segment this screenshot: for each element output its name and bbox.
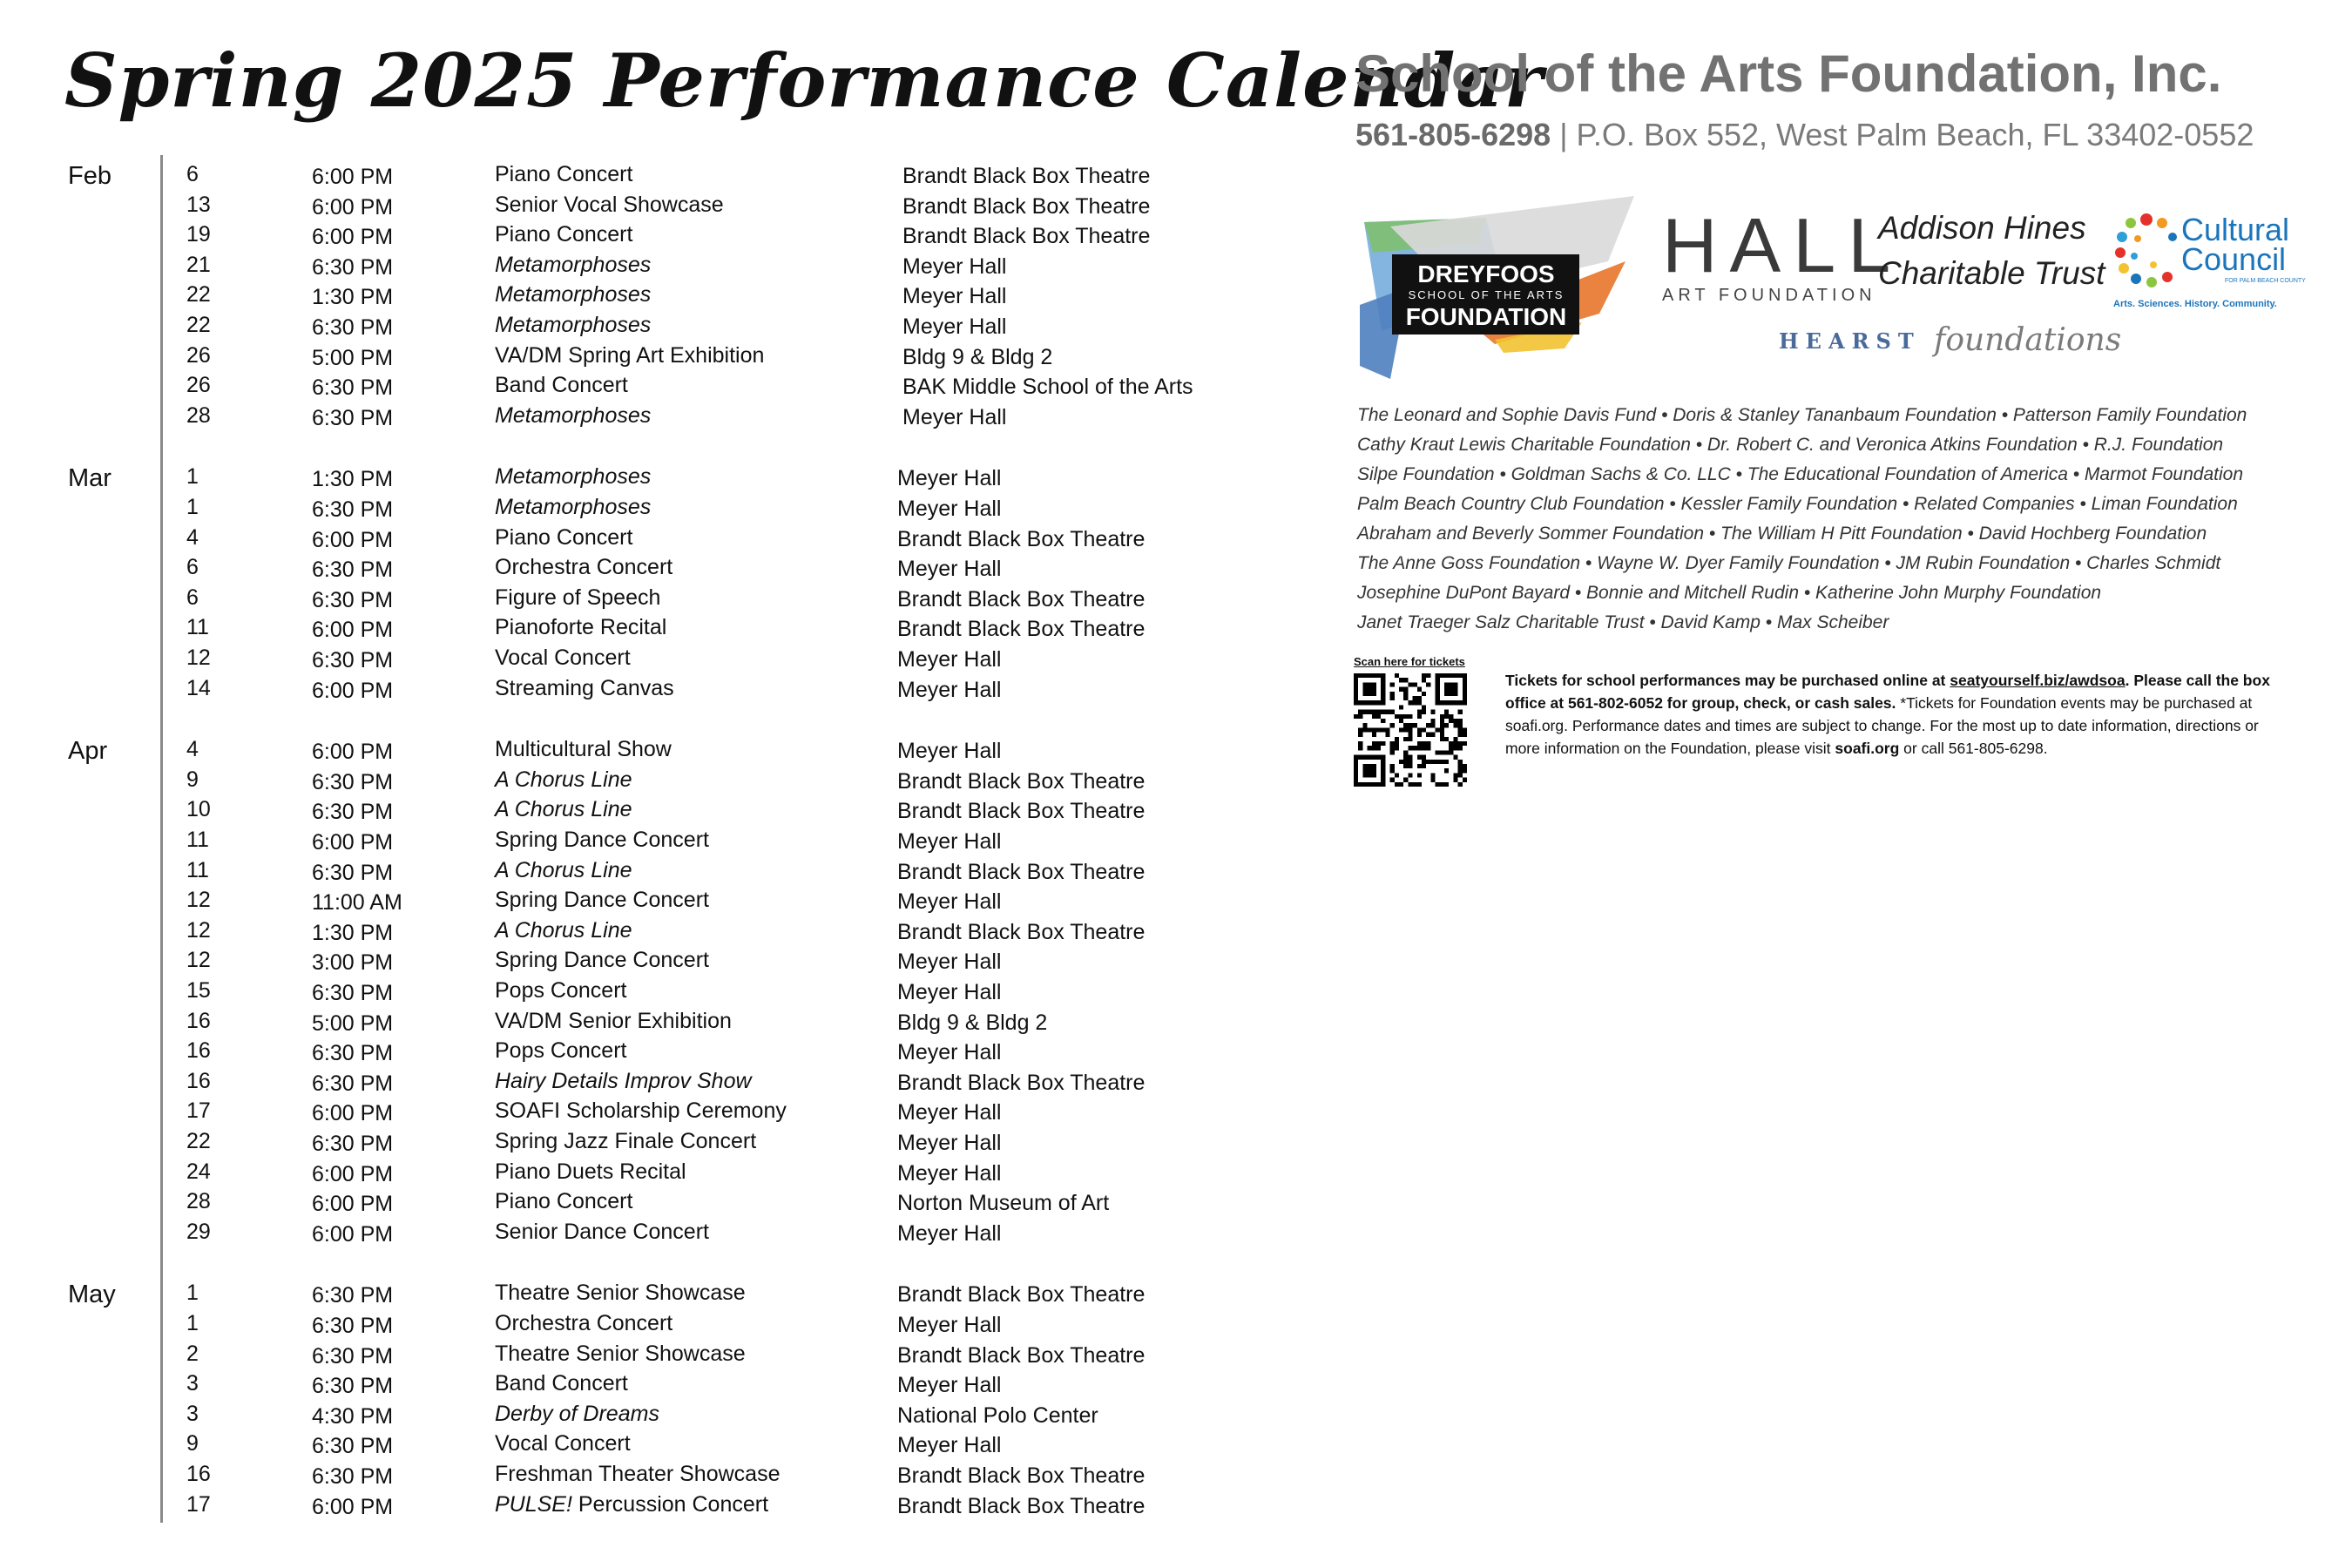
event-title: Metamorphoses [495,313,652,337]
event-time: 5:00 PM [312,1010,394,1036]
event-title: A Chorus Line [495,917,632,943]
event-title: Multicultural Show [495,737,672,762]
event-venue: Brandt Black Box Theatre [897,1493,1146,1518]
event-title: Metamorphoses [495,252,652,277]
event-title [495,1490,768,1518]
event-time: 6:30 PM [312,558,394,583]
sponsor-line: Silpe Foundation • Goldman Sachs & Co. LLC • The Educational Foundation of America • Marmot Foundation [1357,464,2243,484]
event-time: 6:00 PM [312,225,394,250]
event-title: Figure of Speech [495,585,661,610]
event-day: 12 [186,948,211,973]
event-day: 4 [186,524,199,550]
cc-line2: Council [2181,241,2287,277]
event-title: Vocal Concert [495,1431,631,1456]
sponsor-line: Cathy Kraut Lewis Charitable Foundation • Dr. Robert C. and Veronica Atkins Foundation • R.J. Foundation [1357,435,2224,455]
event-day: 22 [186,282,211,308]
event-venue: Meyer Hall [902,284,1007,309]
event-time: 6:30 PM [312,254,394,280]
event-title-rest: Percussion Concert [571,1491,769,1517]
event-title: Freshman Theater Showcase [495,1462,781,1486]
event-venue: National Polo Center [897,1402,1098,1428]
event-title: Vocal Concert [495,645,631,670]
event-title: Orchestra Concert [495,1311,673,1335]
event-title: Pops Concert [495,978,627,1003]
event-day: 28 [186,1189,211,1214]
event-venue: Bldg 9 & Bldg 2 [897,1010,1048,1035]
event-venue: Brandt Black Box Theatre [897,1463,1146,1488]
sponsor-list [1357,401,2324,638]
event-day: 21 [186,252,211,277]
event-title: Spring Jazz Finale Concert [495,1129,757,1153]
event-title: Piano Concert [495,1189,633,1214]
event-time: 1:30 PM [312,920,394,945]
event-time: 6:30 PM [312,1464,394,1489]
event-venue: Meyer Hall [897,557,1002,582]
event-day: 16 [186,1038,211,1064]
event-venue: Meyer Hall [897,647,1002,672]
event-day: 22 [186,313,211,337]
event-day: 2 [186,1341,199,1366]
event-day: 19 [186,222,211,247]
cultural-council-ring-icon [2115,213,2177,287]
event-day: 11 [186,615,209,640]
event-day: 9 [186,767,199,792]
event-venue: Bldg 9 & Bldg 2 [902,344,1053,369]
event-title: Metamorphoses [495,282,652,308]
event-day: 3 [186,1371,199,1396]
event-venue: Brandt Black Box Theatre [897,586,1146,612]
event-day: 1 [186,1281,199,1306]
sponsor-logos [1355,192,2322,383]
event-day: 10 [186,797,211,822]
event-title: Piano Concert [495,524,633,550]
cultural-council-logo [2112,200,2329,322]
event-venue: Meyer Hall [897,1433,1002,1458]
event-venue: Meyer Hall [897,1131,1002,1155]
event-title: Pops Concert [495,1038,627,1064]
ticket-info-p4[interactable]: soafi.org [1835,740,1900,757]
event-venue: Meyer Hall [897,1040,1002,1065]
ticket-info-p1: Tickets for school performances may be purchased online at [1505,672,1950,689]
hall-logo-text: HALL [1662,202,1903,288]
event-venue: Meyer Hall [897,889,1002,915]
event-venue: Meyer Hall [897,497,1002,521]
event-time: 6:30 PM [312,497,394,522]
event-venue: BAK Middle School of the Arts [902,375,1193,400]
event-time: 6:00 PM [312,165,394,189]
event-time: 6:00 PM [312,740,394,765]
event-title: Pianoforte Recital [495,615,667,640]
event-time: 6:30 PM [312,1071,394,1096]
month-label: Feb [68,162,112,190]
event-day: 1 [186,495,199,519]
event-day: 22 [186,1129,211,1153]
dreyfoos-line3: FOUNDATION [1405,303,1567,330]
event-title: VA/DM Senior Exhibition [495,1008,732,1033]
event-day: 29 [186,1219,211,1244]
event-title: Spring Dance Concert [495,948,709,973]
event-venue: Meyer Hall [902,253,1007,279]
event-title: Hairy Details Improv Show [495,1068,752,1093]
event-venue: Meyer Hall [897,1373,1002,1398]
event-day: 12 [186,645,211,670]
event-title: Metamorphoses [495,464,652,490]
event-venue: Brandt Black Box Theatre [897,859,1146,884]
event-day: 6 [186,162,199,186]
cc-sub: FOR PALM BEACH COUNTY [2225,278,2306,284]
dreyfoos-line1: DREYFOOS [1417,260,1555,287]
event-time: 6:30 PM [312,981,394,1005]
event-title: A Chorus Line [495,767,632,792]
event-title: A Chorus Line [495,857,632,882]
hall-logo-subtext: ART FOUNDATION [1662,286,1876,305]
event-venue: Brandt Black Box Theatre [897,919,1146,944]
event-day: 11 [186,857,209,882]
event-title: Spring Dance Concert [495,888,709,913]
event-day: 11 [186,828,209,852]
event-time: 6:00 PM [312,618,394,643]
event-day: 9 [186,1431,199,1456]
event-title: Piano Concert [495,162,633,186]
dreyfoos-foundation-logo [1355,192,1643,379]
ticket-qr-code[interactable] [1354,672,1467,787]
event-venue: Meyer Hall [897,1100,1002,1125]
sponsor-line: Janet Traeger Salz Charitable Trust • David Kamp • Max Scheiber [1357,612,1889,632]
event-day: 6 [186,555,199,580]
event-time: 6:30 PM [312,648,394,672]
event-time: 6:30 PM [312,1132,394,1156]
event-title: Band Concert [495,1371,628,1396]
event-time: 4:30 PM [312,1403,394,1429]
event-time: 6:30 PM [312,1434,394,1459]
event-time: 3:00 PM [312,950,394,976]
event-title: Theatre Senior Showcase [495,1341,746,1366]
org-name: School of the Arts Foundation, Inc. [1355,44,2222,103]
event-day: 17 [186,1491,211,1517]
calendar-divider [160,155,163,1523]
event-time: 6:00 PM [312,194,394,220]
event-time: 6:30 PM [312,860,394,885]
hearst-foundations-logo [1779,319,2197,362]
event-venue: Meyer Hall [897,1220,1002,1246]
org-phone: 561-805-6298 [1355,117,1551,152]
event-title: Orchestra Concert [495,555,673,580]
ticket-info [1505,669,2289,760]
hearst-word: HEARST [1779,328,1921,354]
event-time: 1:30 PM [312,285,394,310]
event-time: 6:30 PM [312,1283,394,1308]
event-venue: Meyer Hall [897,950,1002,975]
event-venue: Meyer Hall [897,739,1002,764]
event-venue: Brandt Black Box Theatre [902,164,1151,188]
event-time: 6:30 PM [312,405,394,430]
event-venue: Meyer Hall [897,1313,1002,1337]
event-time: 6:30 PM [312,587,394,612]
event-venue: Meyer Hall [897,1160,1002,1186]
addison-line2: Charitable Trust [1878,255,2105,291]
event-title: A Chorus Line [495,797,632,822]
event-venue: Brandt Black Box Theatre [902,224,1151,249]
event-venue: Brandt Black Box Theatre [897,526,1146,551]
event-day: 15 [186,978,211,1003]
event-title: Metamorphoses [495,402,652,428]
cc-tagline: Arts. Sciences. History. Community. [2113,299,2277,309]
event-title-italic: PULSE! [495,1491,572,1517]
event-venue: Norton Museum of Art [897,1191,1110,1216]
event-day: 12 [186,917,211,943]
sponsor-line: The Anne Goss Foundation • Wayne W. Dyer Family Foundation • JM Rubin Foundation • Charles Schmidt [1357,553,2221,573]
event-day: 1 [186,1311,199,1335]
event-day: 4 [186,737,199,762]
qr-label: Scan here for tickets [1354,655,1465,668]
dreyfoos-line2: SCHOOL OF THE ARTS [1408,288,1565,301]
ticket-info-p2: . Please call the box office at 561-802-6052 for group, check, or cash sales. [1505,672,2270,712]
page-title: Spring 2025 Performance Calendar [64,37,1544,124]
event-time: 6:30 PM [312,769,394,794]
event-title: Senior Dance Concert [495,1219,709,1244]
month-label: May [68,1281,116,1309]
sponsor-line: The Leonard and Sophie Davis Fund • Doris & Stanley Tananbaum Foundation • Patterson Family Foundation [1357,405,2247,425]
event-time: 1:30 PM [312,467,394,492]
month-label: Apr [68,737,108,766]
event-title: Streaming Canvas [495,675,674,700]
ticket-info-p3: *Tickets for Foundation events may be purchased at soafi.org. Performance dates and times are subject to change. For the most up to date information, directions or more information on the Foundation, please visit [1505,694,2259,757]
event-time: 6:30 PM [312,1343,394,1369]
event-venue: Meyer Hall [902,314,1007,339]
event-title: Derby of Dreams [495,1401,659,1426]
event-day: 28 [186,402,211,428]
event-title: Theatre Senior Showcase [495,1281,746,1306]
event-time: 6:30 PM [312,1041,394,1066]
event-day: 1 [186,464,199,490]
month-label: Mar [68,464,112,493]
event-day: 17 [186,1098,211,1124]
org-address: | P.O. Box 552, West Palm Beach, FL 33402-0552 [1551,117,2254,152]
event-day: 13 [186,192,211,217]
event-title: Piano Duets Recital [495,1159,686,1184]
event-venue: Brandt Black Box Theatre [897,799,1146,824]
event-time: 6:00 PM [312,1494,394,1519]
org-contact [1355,117,2314,153]
event-day: 16 [186,1462,211,1486]
event-time: 6:00 PM [312,1192,394,1217]
event-time: 6:00 PM [312,1101,394,1126]
cc-line1: Cultural [2181,212,2290,247]
event-day: 26 [186,373,211,398]
ticket-info-p5: or call 561-805-6298. [1899,740,2048,757]
event-time: 6:30 PM [312,1374,394,1399]
event-title: Band Concert [495,373,628,398]
sponsor-line: Abraham and Beverly Sommer Foundation • The William H Pitt Foundation • David Hochberg Foundation [1357,524,2207,544]
event-day: 26 [186,342,211,368]
ticket-link[interactable]: seatyourself.biz/awdsoa [1950,672,2126,689]
event-title: Piano Concert [495,222,633,247]
event-time: 6:30 PM [312,315,394,340]
event-venue: Meyer Hall [902,404,1007,429]
sponsor-line: Palm Beach Country Club Foundation • Kessler Family Foundation • Related Companies • Liman Foundation [1357,494,2238,514]
event-time: 5:00 PM [312,345,394,370]
event-title: Spring Dance Concert [495,828,709,852]
event-title: SOAFI Scholarship Ceremony [495,1098,787,1124]
event-venue: Brandt Black Box Theatre [897,1070,1146,1095]
event-time: 11:00 AM [312,890,402,916]
event-day: 16 [186,1068,211,1093]
event-venue: Brandt Black Box Theatre [897,1342,1146,1368]
event-day: 6 [186,585,199,610]
event-time: 6:30 PM [312,375,394,401]
event-time: 6:00 PM [312,1161,394,1186]
event-venue: Meyer Hall [897,980,1002,1004]
event-title: Metamorphoses [495,495,652,519]
event-time: 6:00 PM [312,830,394,855]
event-day: 16 [186,1008,211,1033]
event-venue: Brandt Black Box Theatre [897,1282,1146,1308]
event-time: 6:30 PM [312,1314,394,1338]
event-day: 3 [186,1401,199,1426]
event-time: 6:00 PM [312,678,394,703]
event-title: VA/DM Spring Art Exhibition [495,342,765,368]
addison-hines-logo [1878,206,2113,296]
hall-art-foundation-logo [1662,202,1906,324]
event-venue: Meyer Hall [897,677,1002,702]
event-venue: Meyer Hall [897,466,1002,491]
event-time: 6:30 PM [312,800,394,825]
event-venue: Brandt Black Box Theatre [897,617,1146,642]
event-venue: Brandt Black Box Theatre [897,768,1146,794]
event-title: Senior Vocal Showcase [495,192,724,217]
event-day: 12 [186,888,211,913]
event-time: 6:00 PM [312,527,394,552]
event-time: 6:00 PM [312,1221,394,1247]
addison-line1: Addison Hines [1878,210,2086,246]
sponsor-line: Josephine DuPont Bayard • Bonnie and Mitchell Rudin • Katherine John Murphy Foundation [1357,583,2102,603]
foundations-word: foundations [1934,322,2122,358]
event-day: 14 [186,675,211,700]
event-venue: Brandt Black Box Theatre [902,193,1151,219]
event-venue: Meyer Hall [897,829,1002,854]
event-day: 24 [186,1159,211,1184]
